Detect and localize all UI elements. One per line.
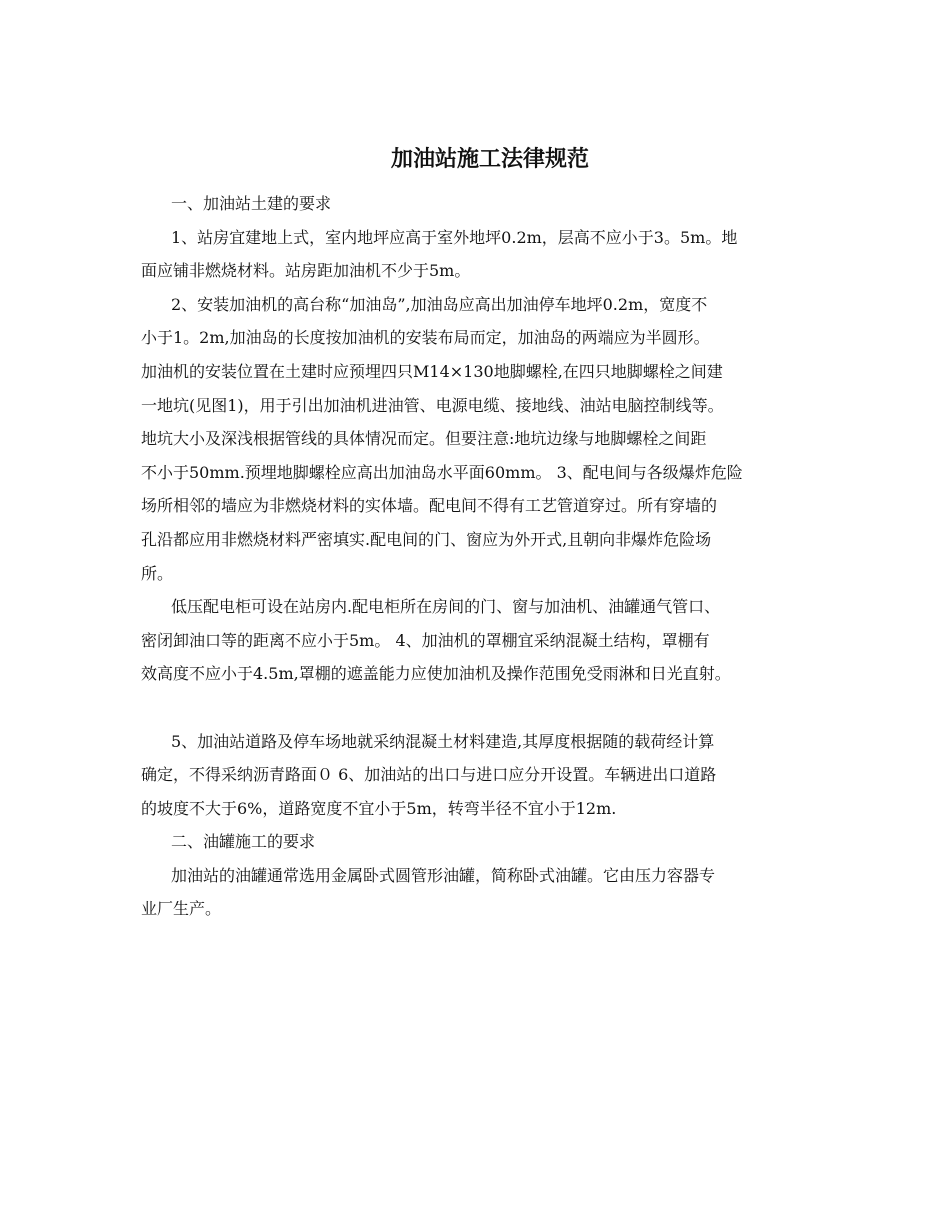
blank-line	[141, 691, 817, 725]
paragraph-line: 确定，不得采纳沥青路面０ 6、加油站的出口与进口应分开设置。车辆进出口道路	[141, 765, 717, 785]
paragraph-line: 1、站房宜建地上式，室内地坪应高于室外地坪0.2m，层高不应小于3。5m。地	[171, 227, 738, 247]
document-body	[141, 187, 817, 926]
paragraph-line: 2、安装加油机的高台称“加油岛”,加油岛应高出加油停车地坪0.2m，宽度不	[171, 294, 708, 314]
paragraph-line: 面应铺非燃烧材料。站房距加油机不少于5m。	[141, 261, 471, 281]
paragraph-line: 5、加油站道路及停车场地就采纳混凝土材料建造,其厚度根据随的载荷经计算	[171, 731, 715, 751]
document-title: 加油站施工法律规范	[390, 146, 589, 172]
paragraph-line: 一地坑(见图1)，用于引出加油机进油管、电源电缆、接地线、油站电脑控制线等。	[141, 395, 724, 415]
paragraph-line: 加油站的油罐通常选用金属卧式圆管形油罐，简称卧式油罐。它由压力容器专	[171, 865, 716, 885]
paragraph-line: 密闭卸油口等的距离不应小于5m。 4、加油机的罩棚宜采纳混凝土结构，罩棚有	[141, 630, 710, 650]
paragraph-line: 地坑大小及深浅根据管线的具体情况而定。但要注意:地坑边缘与地脚螺栓之间距	[141, 429, 707, 449]
section-heading-1: 一、加油站土建的要求	[171, 194, 332, 213]
paragraph-line: 效高度不应小于4.5m,罩棚的遮盖能力应使加油机及操作范围免受雨淋和日光直射。	[141, 664, 731, 684]
section-heading-2: 二、油罐施工的要求	[171, 832, 316, 852]
paragraph-line: 的坡度不大于6%，道路宽度不宜小于5m，转弯半径不宜小于12m.	[141, 798, 617, 818]
paragraph-line: 低压配电柜可设在站房内.配电柜所在房间的门、窗与加油机、油罐通气管口、	[171, 597, 721, 617]
paragraph-line: 所。	[141, 563, 174, 583]
paragraph-line: 加油机的安装位置在土建时应预埋四只M14×130地脚螺栓,在四只地脚螺栓之间建	[141, 361, 723, 381]
paragraph-line: 小于1。2m,加油岛的长度按加油机的安装布局而定，加油岛的两端应为半圆形。	[141, 328, 710, 348]
paragraph-line: 孔沿都应用非燃烧材料严密填实.配电间的门、窗应为外开式,且朝向非爆炸危险场	[141, 529, 712, 549]
paragraph-line: 场所相邻的墙应为非燃烧材料的实体墙。配电间不得有工艺管道穿过。所有穿墙的	[141, 496, 718, 516]
paragraph-line: 业厂生产。	[141, 899, 222, 919]
paragraph-line: 不小于50mm.预埋地脚螺栓应高出加油岛水平面60mm。 3、配电间与各级爆炸危险	[141, 462, 743, 482]
